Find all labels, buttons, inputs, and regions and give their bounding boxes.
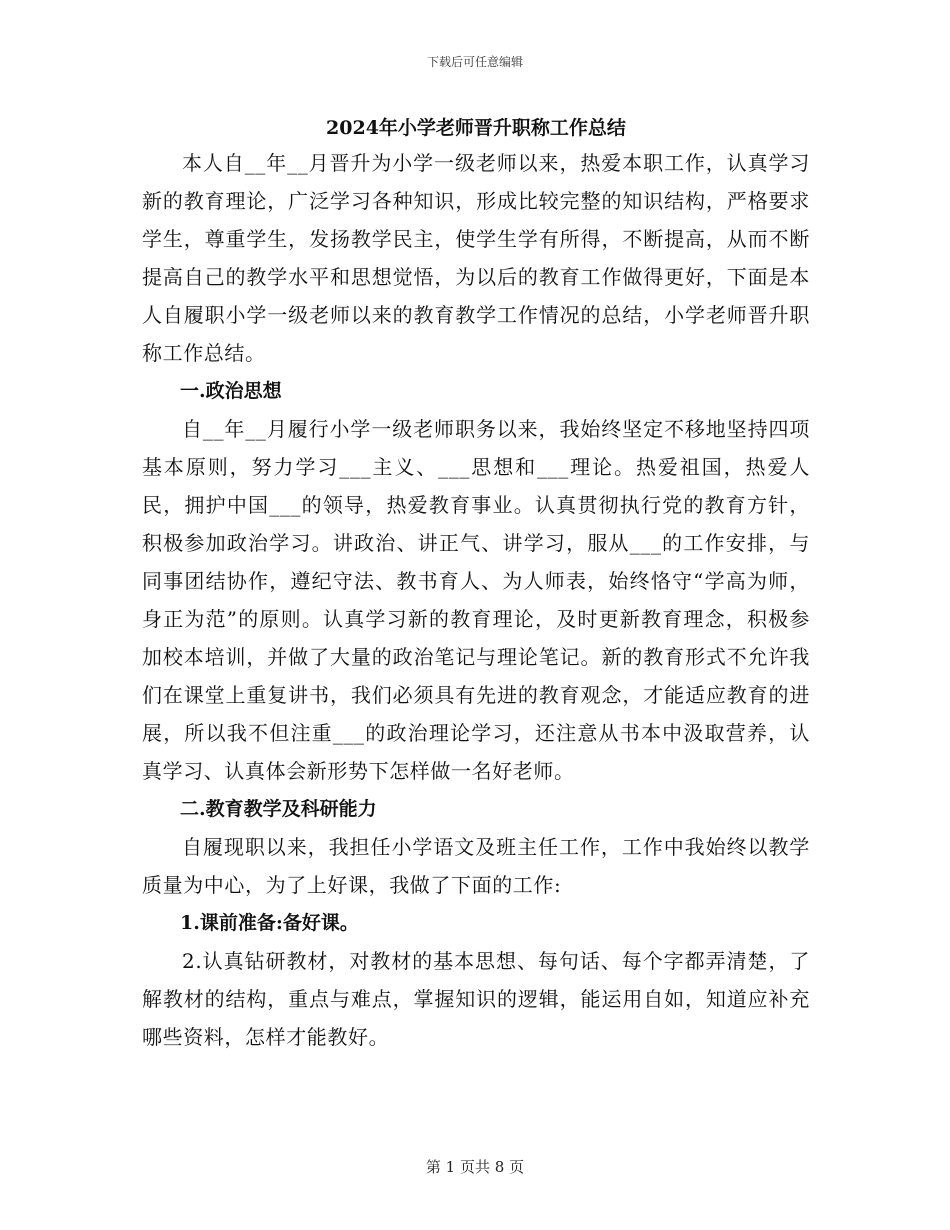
- document-body: [142, 112, 810, 1056]
- section-1-heading: 一.政治思想: [180, 380, 282, 402]
- header-note: 下载后可任意编辑: [426, 55, 523, 69]
- intro-paragraph: 本人自__年__月晋升为小学一级老师以来，热爱本职工作，认真学习新的教育理论，广泛学习各种知识，形成比较完整的知识结构，严格要求学生，尊重学生，发扬教学民主，使学生学有所得，不断提高，从而不断提高自己的教学水平和思想觉悟，为以后的教育工作做得更好，下面是本人自履职小学一级老师以来的教育教学工作情况的总结，小学老师晋升职称工作总结。: [142, 151, 810, 365]
- subsection-2-paragraph: 2.认真钻研教材，对教材的基本思想、每句话、每个字都弄清楚，了解教材的结构，重点与难点，掌握知识的逻辑，能运用自如，知道应补充哪些资料，怎样才能教好。: [142, 949, 810, 1049]
- page-number: 第 1 页共 8 页: [425, 1158, 525, 1176]
- section-1-paragraph: 自__年__月履行小学一级老师职务以来，我始终坚定不移地坚持四项基本原则，努力学习___主义、___思想和___理论。热爱祖国，热爱人民，拥护中国___的领导，热爱教育事业。认真贯彻执行党的教育方针，积极参加政治学习。讲政治、讲正气、讲学习，服从___的工作安排，与同事团结协作，遵纪守法、教书育人、为人师表，始终恪守“学高为师，身正为范”的原则。认真学习新的教育理论，及时更新教育理念，积极参加校本培训，并做了大量的政治笔记与理论笔记。新的教育形式不允许我们在课堂上重复讲书，我们必须具有先进的教育观念，才能适应教育的进展，所以我不但注重___的政治理论学习，还注意从书本中汲取营养，认真学习、认真体会新形势下怎样做一名好老师。: [142, 417, 810, 783]
- section-2-heading: 二.教育教学及科研能力: [180, 798, 377, 820]
- section-2-paragraph: 自履现职以来，我担任小学语文及班主任工作，工作中我始终以教学质量为中心，为了上好课，我做了下面的工作:: [142, 835, 810, 897]
- document-title: 2024年小学老师晋升职称工作总结: [326, 117, 626, 139]
- subsection-1-heading: 1.课前准备:备好课。: [180, 912, 359, 934]
